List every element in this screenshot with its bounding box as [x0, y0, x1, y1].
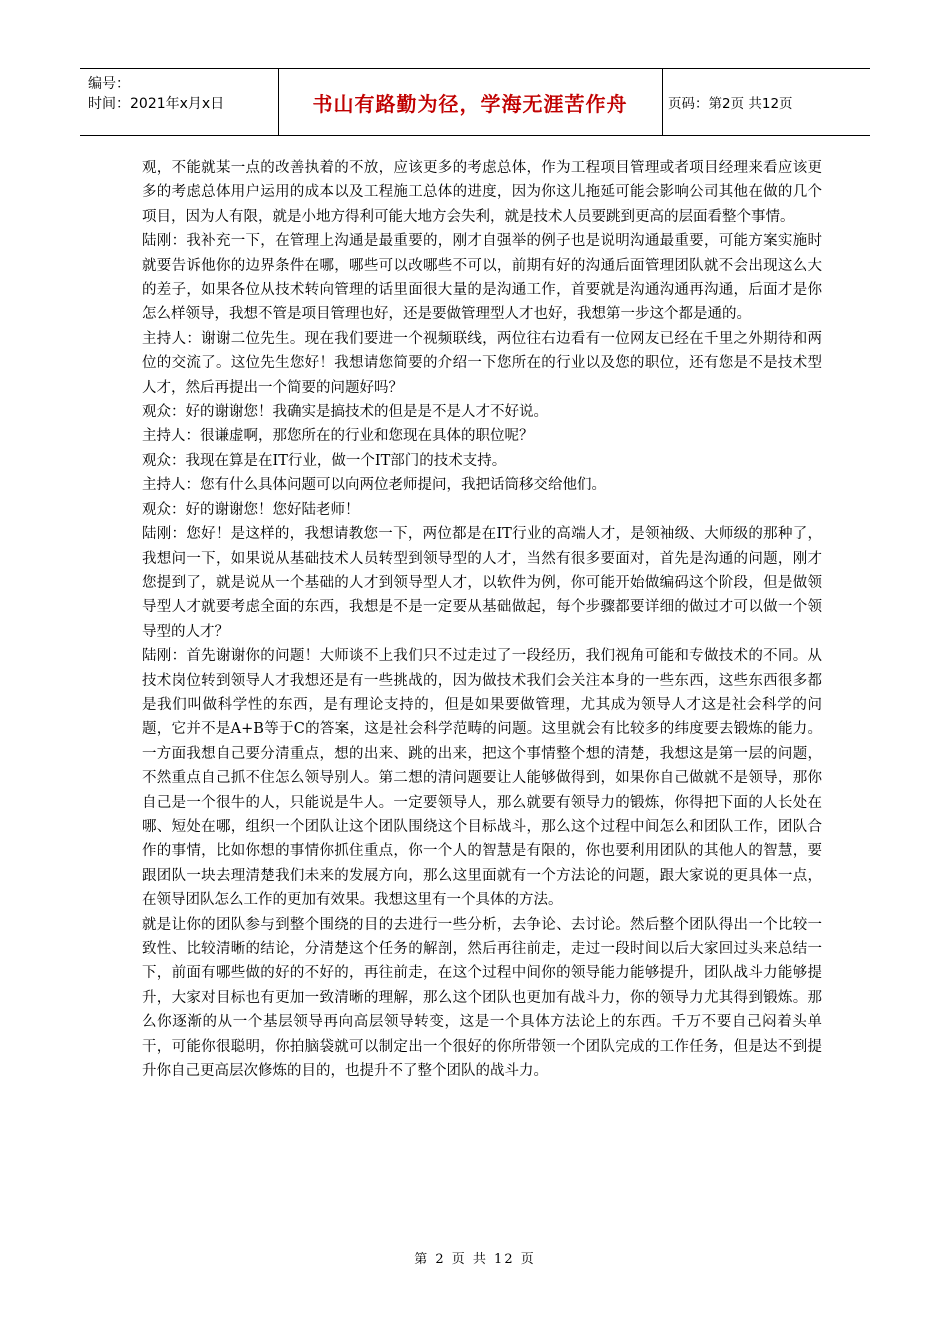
paragraph: 主持人：谢谢二位先生。现在我们要进一个视频联线，两位往右边看有一位网友已经在千里之外期待和两位的交流了。这位先生您好！我想请您简要的介绍一下您所在的行业以及您的职位，还有您是不是技术型人才，然后再提出一个简要的问题好吗？ [142, 330, 822, 396]
paragraph: 观众：我现在算是在IT行业，做一个IT部门的技术支持。 [142, 452, 507, 469]
paragraph: 陆刚：您好！是这样的，我想请教您一下，两位都是在IT行业的高端人才，是领袖级、大师级的那种了，我想问一下，如果说从基础技术人员转型到领导型的人才，当然有很多要面对，首先是沟通的问题，刚才您提到了，就是说从一个基础的人才到领导型人才，以软件为例，你可能开始做编码这个阶段，但是做领导型人才就要考虑全面的东西，我想是不是一定要从基础做起，每个步骤都要详细的做过才可以做一个领导型的人才？ [142, 526, 822, 640]
page-footer: 第 2 页 共 12 页 [414, 1252, 536, 1267]
paragraph: 观，不能就某一点的改善执着的不放，应该更多的考虑总体，作为工程项目管理或者项目经理来看应该更多的考虑总体用户运用的成本以及工程施工总体的进度，因为你这儿拖延可能会影响公司其他在做的几个项目，因为人有限，就是小地方得利可能大地方会失利，就是技术人员要跳到更高的层面看整个事情。 [142, 160, 822, 225]
paragraph: 主持人：您有什么具体问题可以向两位老师提问，我把话筒移交给他们。 [142, 477, 606, 494]
header-motto: 书山有路勤为径，学海无涯苦作舟 [312, 91, 628, 116]
header-meta [84, 69, 278, 135]
document-body [142, 156, 822, 1083]
document-code-label: 编号： [88, 76, 130, 92]
document-date-label: 时间：2021年x月x日 [88, 96, 225, 112]
page-header [80, 68, 870, 136]
header-divider [278, 69, 279, 135]
paragraph: 观众：好的谢谢您！您好陆老师！ [142, 501, 360, 518]
paragraph: 陆刚：首先谢谢你的问题！大师谈不上我们只不过走过了一段经历，我们视角可能和专做技术的不同。从技术岗位转到领导人才我想还是有一些挑战的，因为做技术我们会关注本身的一些东西，这些东西很多都是我们叫做科学性的东西，是有理论支持的，但是如果要做管理，尤其成为领导人才这是社会科学的问题，它并不是A+B等于C的答案，这是社会科学范畴的问题。这里就会有比较多的纬度要去锻炼的能力。一方面我想自己要分清重点，想的出来、跳的出来，把这个事情整个想的清楚，我想这是第一层的问题，不然重点自己抓不住怎么领导别人。第二想的清问题要让人能够做得到，如果你自己做就不是领导，那你自己是一个很牛的人，只能说是牛人。一定要领导人，那么就要有领导力的锻炼，你得把下面的人长处在哪、短处在哪，组织一个团队让这个团队围绕这个目标战斗，那么这个过程中间怎么和团队工作，团队合作的事情，比如你想的事情你抓住重点，你一个人的智慧是有限的，你也要利用团队的其他人的智慧，要跟团队一块去理清楚我们未来的发展方向，那么这里面就有一个方法论的问题，跟大家说的更具体一点，在领导团队怎么工作的更加有效果。我想这里有一个具体的方法。 [142, 648, 822, 909]
header-page-info: 页码：第2页 共12页 [668, 96, 793, 112]
paragraph: 就是让你的团队参与到整个围绕的目的去进行一些分析，去争论、去讨论。然后整个团队得出一个比较一致性、比较清晰的结论，分清楚这个任务的解剖，然后再往前走，走过一段时间以后大家回过头来总结一下，前面有哪些做的好的不好的，再往前走，在这个过程中间你的领导能力能够提升，团队战斗力能够提升，大家对目标也有更加一致清晰的理解，那么这个团队也更加有战斗力，你的领导力尤其得到锻炼。那么你逐渐的从一个基层领导再向高层领导转变，这是一个具体方法论上的东西。千万不要自己闷着头单干，可能你很聪明，你拍脑袋就可以制定出一个很好的你所带领一个团队完成的工作任务，但是达不到提升你自己更高层次修炼的目的，也提升不了整个团队的战斗力。 [142, 916, 822, 1080]
paragraph: 主持人：很谦虚啊，那您所在的行业和您现在具体的职位呢？ [142, 428, 534, 445]
paragraph: 陆刚：我补充一下，在管理上沟通是最重要的，刚才自强举的例子也是说明沟通最重要，可能方案实施时就要告诉他你的边界条件在哪，哪些可以改哪些不可以，前期有好的沟通后面管理团队就不会出现这么大的差子，如果各位从技术转向管理的话里面很大量的是沟通工作，首要就是沟通沟通再沟通，后面才是你怎么样领导，我想不管是项目管理也好，还是要做管理型人才也好，我想第一步这个都是通的。 [142, 233, 822, 323]
header-divider [662, 69, 663, 135]
paragraph: 观众：好的谢谢您！我确实是搞技术的但是是不是人才不好说。 [142, 404, 548, 421]
